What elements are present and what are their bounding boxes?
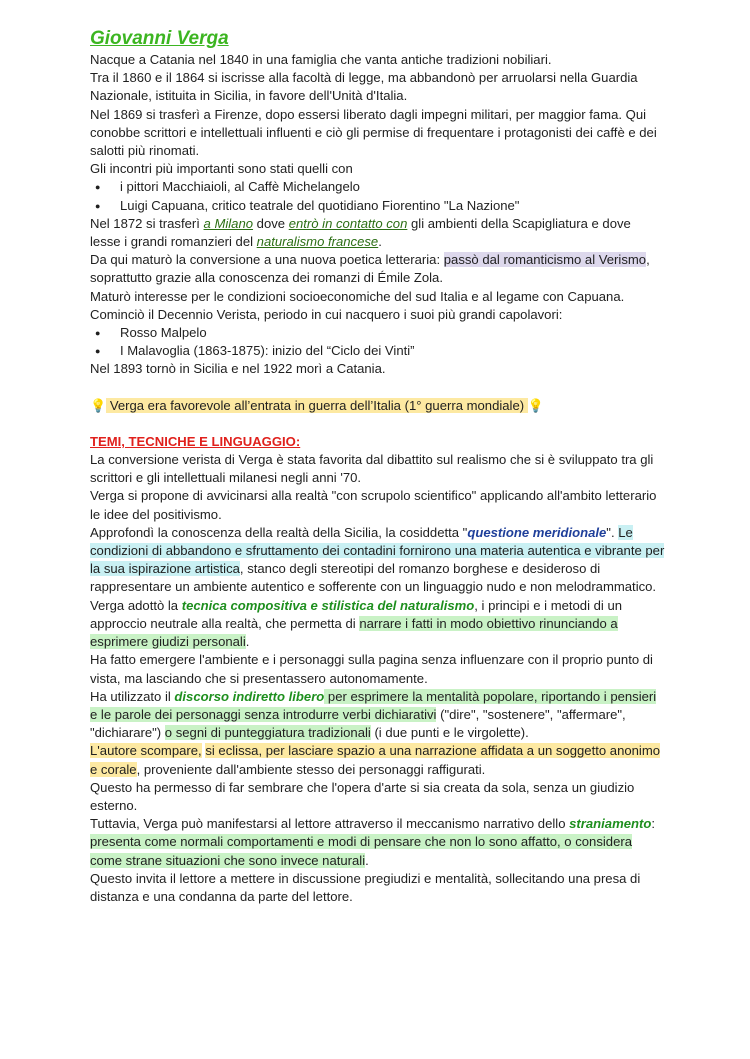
text-span: ("dire", "sostenere", "affermare", "dichiarare"): [90, 706, 626, 741]
temi-paragraph: Questo ha permesso di far sembrare che l'opera d'arte si sia creata da sola, senza un giudizio esterno.: [90, 779, 635, 813]
spacer: [90, 415, 665, 433]
text-span: .: [365, 852, 369, 868]
text-span: :: [651, 816, 655, 832]
highlight-obiettivo: narrare i fatti in modo obiettivo rinunciando a esprimere giudizi personali: [90, 615, 618, 650]
war-note: [90, 397, 665, 415]
highlight-autore: L'autore scompare,: [90, 743, 202, 759]
text-span: Nel 1872 si trasferì: [90, 215, 204, 231]
highlight-mentalita: per esprimere la mentalità popolare, riportando i pensieri e le parole dei personaggi senza introdurre verbi dichiarativi: [90, 688, 657, 722]
highlight-naturalismo: naturalismo francese: [256, 234, 379, 250]
meetings-list: [90, 178, 665, 214]
lightbulb-icon: 💡: [90, 397, 107, 413]
text-span: Da qui maturò la conversione a una nuova poetica letteraria:: [90, 252, 444, 268]
highlight-contadini: Le condizioni di abbandono e sfruttamento dei contadini fornirono una materia autentica e vibrante per la sua ispirazione artistica: [90, 524, 665, 577]
temi-paragraph: Questo invita il lettore a mettere in discussione pregiudizi e mentalità, sollecitando una presa di distanza e una condanna da parte del lettore.: [90, 870, 641, 904]
temi-paragraph: La conversione verista di Verga è stata favorita dal dibattito sul realismo che si è sviluppato tra gli scrittori e gli intellettuali milanesi negli anni '70.: [90, 452, 654, 486]
bio-paragraph: Maturò interesse per le condizioni socioeconomiche del sud Italia e al legame con Capuana.: [90, 288, 625, 304]
text-span: .: [378, 234, 382, 250]
list-item: ● Luigi Capuana, critico teatrale del quotidiano Fiorentino "La Nazione": [120, 197, 665, 215]
text-span: , i principi e i metodi di un approccio neutrale alla realtà, che permetta di: [90, 597, 623, 631]
highlight-milano: a Milano: [203, 215, 254, 231]
bio-paragraph: Nel 1893 tornò in Sicilia e nel 1922 morì a Catania.: [90, 361, 386, 377]
spacer: [90, 379, 665, 397]
temi-paragraph: [90, 815, 665, 870]
straniamento: straniamento: [569, 816, 652, 832]
text-span: (i due punti e le virgolette).: [370, 725, 529, 741]
text-span: , soprattutto grazie alla conoscenza dei romanzi di Émile Zola.: [90, 252, 650, 286]
text-span: gli ambienti della Scapigliatura e dove lesse i grandi romanzieri del: [90, 215, 631, 250]
bio-paragraph: Nel 1869 si trasferì a Firenze, dopo essersi liberato dagli impegni militari, per maggior fama. Qui conobbe scrittori e intellettuali influenti e ciò gli permise di frequentare i protagonisti dei caffè e dei salotti più rinomati.: [90, 106, 657, 159]
tecnica-naturalismo: tecnica compositiva e stilistica del naturalismo: [181, 597, 475, 613]
text-span: Ha utilizzato il: [90, 688, 175, 704]
temi-paragraph: [90, 597, 665, 652]
highlight-normali: presenta come normali comportamenti e modi di pensare che non lo sono affatto, o considera come strane situazioni che sono invece naturali: [90, 834, 633, 868]
page-title: Giovanni Verga: [90, 28, 229, 49]
questione-meridionale: questione meridionale: [467, 524, 607, 540]
bio-paragraph: Gli incontri più importanti sono stati quelli con: [90, 161, 353, 177]
highlight-punteggiatura: o segni di punteggiatura tradizionali: [164, 725, 371, 741]
temi-paragraph: [90, 524, 665, 597]
text-span: , proveniente dall'ambiente stesso dei personaggi raffigurati.: [136, 761, 486, 777]
section-heading: TEMI, TECNICHE E LINGUAGGIO:: [90, 433, 301, 449]
lightbulb-icon: 💡: [527, 397, 544, 413]
text-span: Tuttavia, Verga può manifestarsi al lettore attraverso il meccanismo narrativo dello: [90, 816, 570, 832]
text-span: ".: [606, 524, 619, 540]
text-span: Approfondì la conoscenza della realtà della Sicilia, la cosiddetta ": [90, 524, 468, 540]
text-span: , stanco degli stereotipi del romanzo borghese e desideroso di rappresentare un ambiente autentico e sofferente con un linguaggio nudo e non melodrammatico.: [90, 561, 657, 595]
highlight-contatto: entrò in contatto con: [288, 215, 408, 231]
war-note-text: Verga era favorevole all’entrata in guerra dell’Italia (1° guerra mondiale): [106, 397, 528, 413]
bio-paragraph: Cominciò il Decennio Verista, periodo in cui nacquero i suoi più grandi capolavori:: [90, 306, 563, 322]
text-span: .: [245, 634, 250, 650]
bio-paragraph: Tra il 1860 e il 1864 si iscrisse alla facoltà di legge, ma abbandonò per arruolarsi nella Guardia Nazionale, istituita in Sicilia, in favore dell'Unità d'Italia.: [90, 70, 638, 104]
document-body: [90, 28, 665, 906]
list-item: ● I Malavoglia (1863-1875): inizio del “Ciclo dei Vinti”: [120, 342, 665, 360]
bio-paragraph: [90, 215, 665, 251]
temi-paragraph: Ha fatto emergere l'ambiente e i personaggi sulla pagina senza influenzare con il proprio punto di vista, ma lasciando che si presentassero autonomamente.: [90, 652, 653, 686]
temi-paragraph: [90, 742, 665, 778]
list-item: ● Rosso Malpelo: [120, 324, 665, 342]
bio-paragraph: [90, 251, 665, 287]
text-span: dove: [253, 215, 289, 231]
temi-paragraph: [90, 688, 665, 743]
text-span: Verga adottò la: [90, 597, 182, 613]
highlight-verismo: passò dal romanticismo al Verismo: [443, 252, 647, 268]
discorso-indiretto-libero: discorso indiretto libero: [174, 688, 325, 704]
list-item: ● i pittori Macchiaioli, al Caffè Michelangelo: [120, 178, 665, 196]
highlight-eclissa: si eclissa, per lasciare spazio a una narrazione affidata a un soggetto anonimo e corale: [90, 743, 661, 777]
bio-paragraph: Nacque a Catania nel 1840 in una famiglia che vanta antiche tradizioni nobiliari.: [90, 52, 552, 67]
temi-paragraph: Verga si propone di avvicinarsi alla realtà "con scrupolo scientifico" applicando all'ambito letterario le idee del positivismo.: [90, 488, 657, 522]
works-list: [90, 324, 665, 360]
